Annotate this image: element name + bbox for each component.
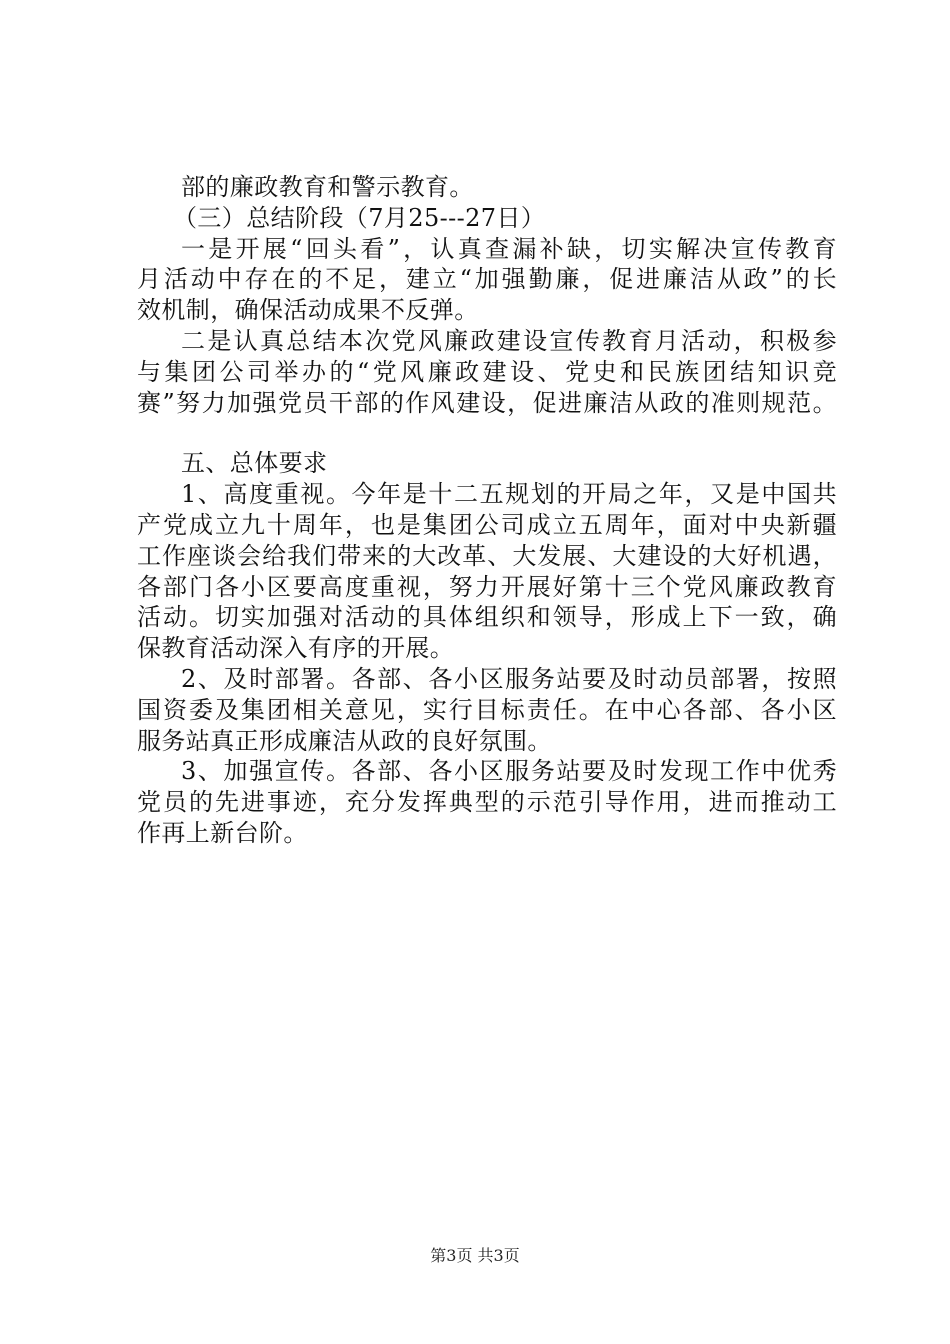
paragraph-line: 部的廉政教育和警示教育。 xyxy=(181,173,474,201)
paragraph-line: 产党成立九十周年，也是集团公司成立五周年，面对中央新疆 xyxy=(137,510,837,539)
paragraph-line: 1、高度重视。今年是十二五规划的开局之年，又是中国共 xyxy=(181,480,837,509)
paragraph-line: 二是认真总结本次党风廉政建设宣传教育月活动，积极参 xyxy=(181,326,837,355)
paragraph-line: 作再上新台阶。 xyxy=(137,818,308,847)
paragraph-line: 3、加强宣传。各部、各小区服务站要及时发现工作中优秀 xyxy=(181,757,837,786)
document-body xyxy=(137,172,837,849)
paragraph-line: 国资委及集团相关意见，实行目标责任。在中心各部、各小区 xyxy=(137,695,837,724)
section-heading: （三）总结阶段（7月25---27日） xyxy=(173,203,546,232)
paragraph-line: 党员的先进事迹，充分发挥典型的示范引导作用，进而推动工 xyxy=(137,788,837,817)
paragraph-line: 各部门各小区要高度重视，努力开展好第十三个党风廉政教育 xyxy=(137,572,837,601)
paragraph-line: 2、及时部署。各部、各小区服务站要及时动员部署，按照 xyxy=(181,664,837,693)
paragraph-line: 服务站真正形成廉洁从政的良好氛围。 xyxy=(137,726,552,755)
paragraph-gap xyxy=(137,418,837,448)
paragraph-line: 效机制，确保活动成果不反弹。 xyxy=(137,296,479,325)
paragraph-line: 一是开展“回头看”，认真查漏补缺，切实解决宣传教育 xyxy=(181,234,837,263)
paragraph-line: 赛”努力加强党员干部的作风建设，促进廉洁从政的准则规范。 xyxy=(137,388,837,417)
page-footer: 第3页 共3页 xyxy=(430,1246,520,1265)
paragraph-line: 月活动中存在的不足，建立“加强勤廉，促进廉洁从政”的长 xyxy=(137,265,837,294)
paragraph-line: 与集团公司举办的“党风廉政建设、党史和民族团结知识竞 xyxy=(137,357,837,386)
paragraph-line: 保教育活动深入有序的开展。 xyxy=(137,634,455,663)
section-heading: 五、总体要求 xyxy=(181,449,328,478)
paragraph-line: 活动。切实加强对活动的具体组织和领导，形成上下一致，确 xyxy=(137,603,837,632)
paragraph-line: 工作座谈会给我们带来的大改革、大发展、大建设的大好机遇， xyxy=(137,541,837,570)
